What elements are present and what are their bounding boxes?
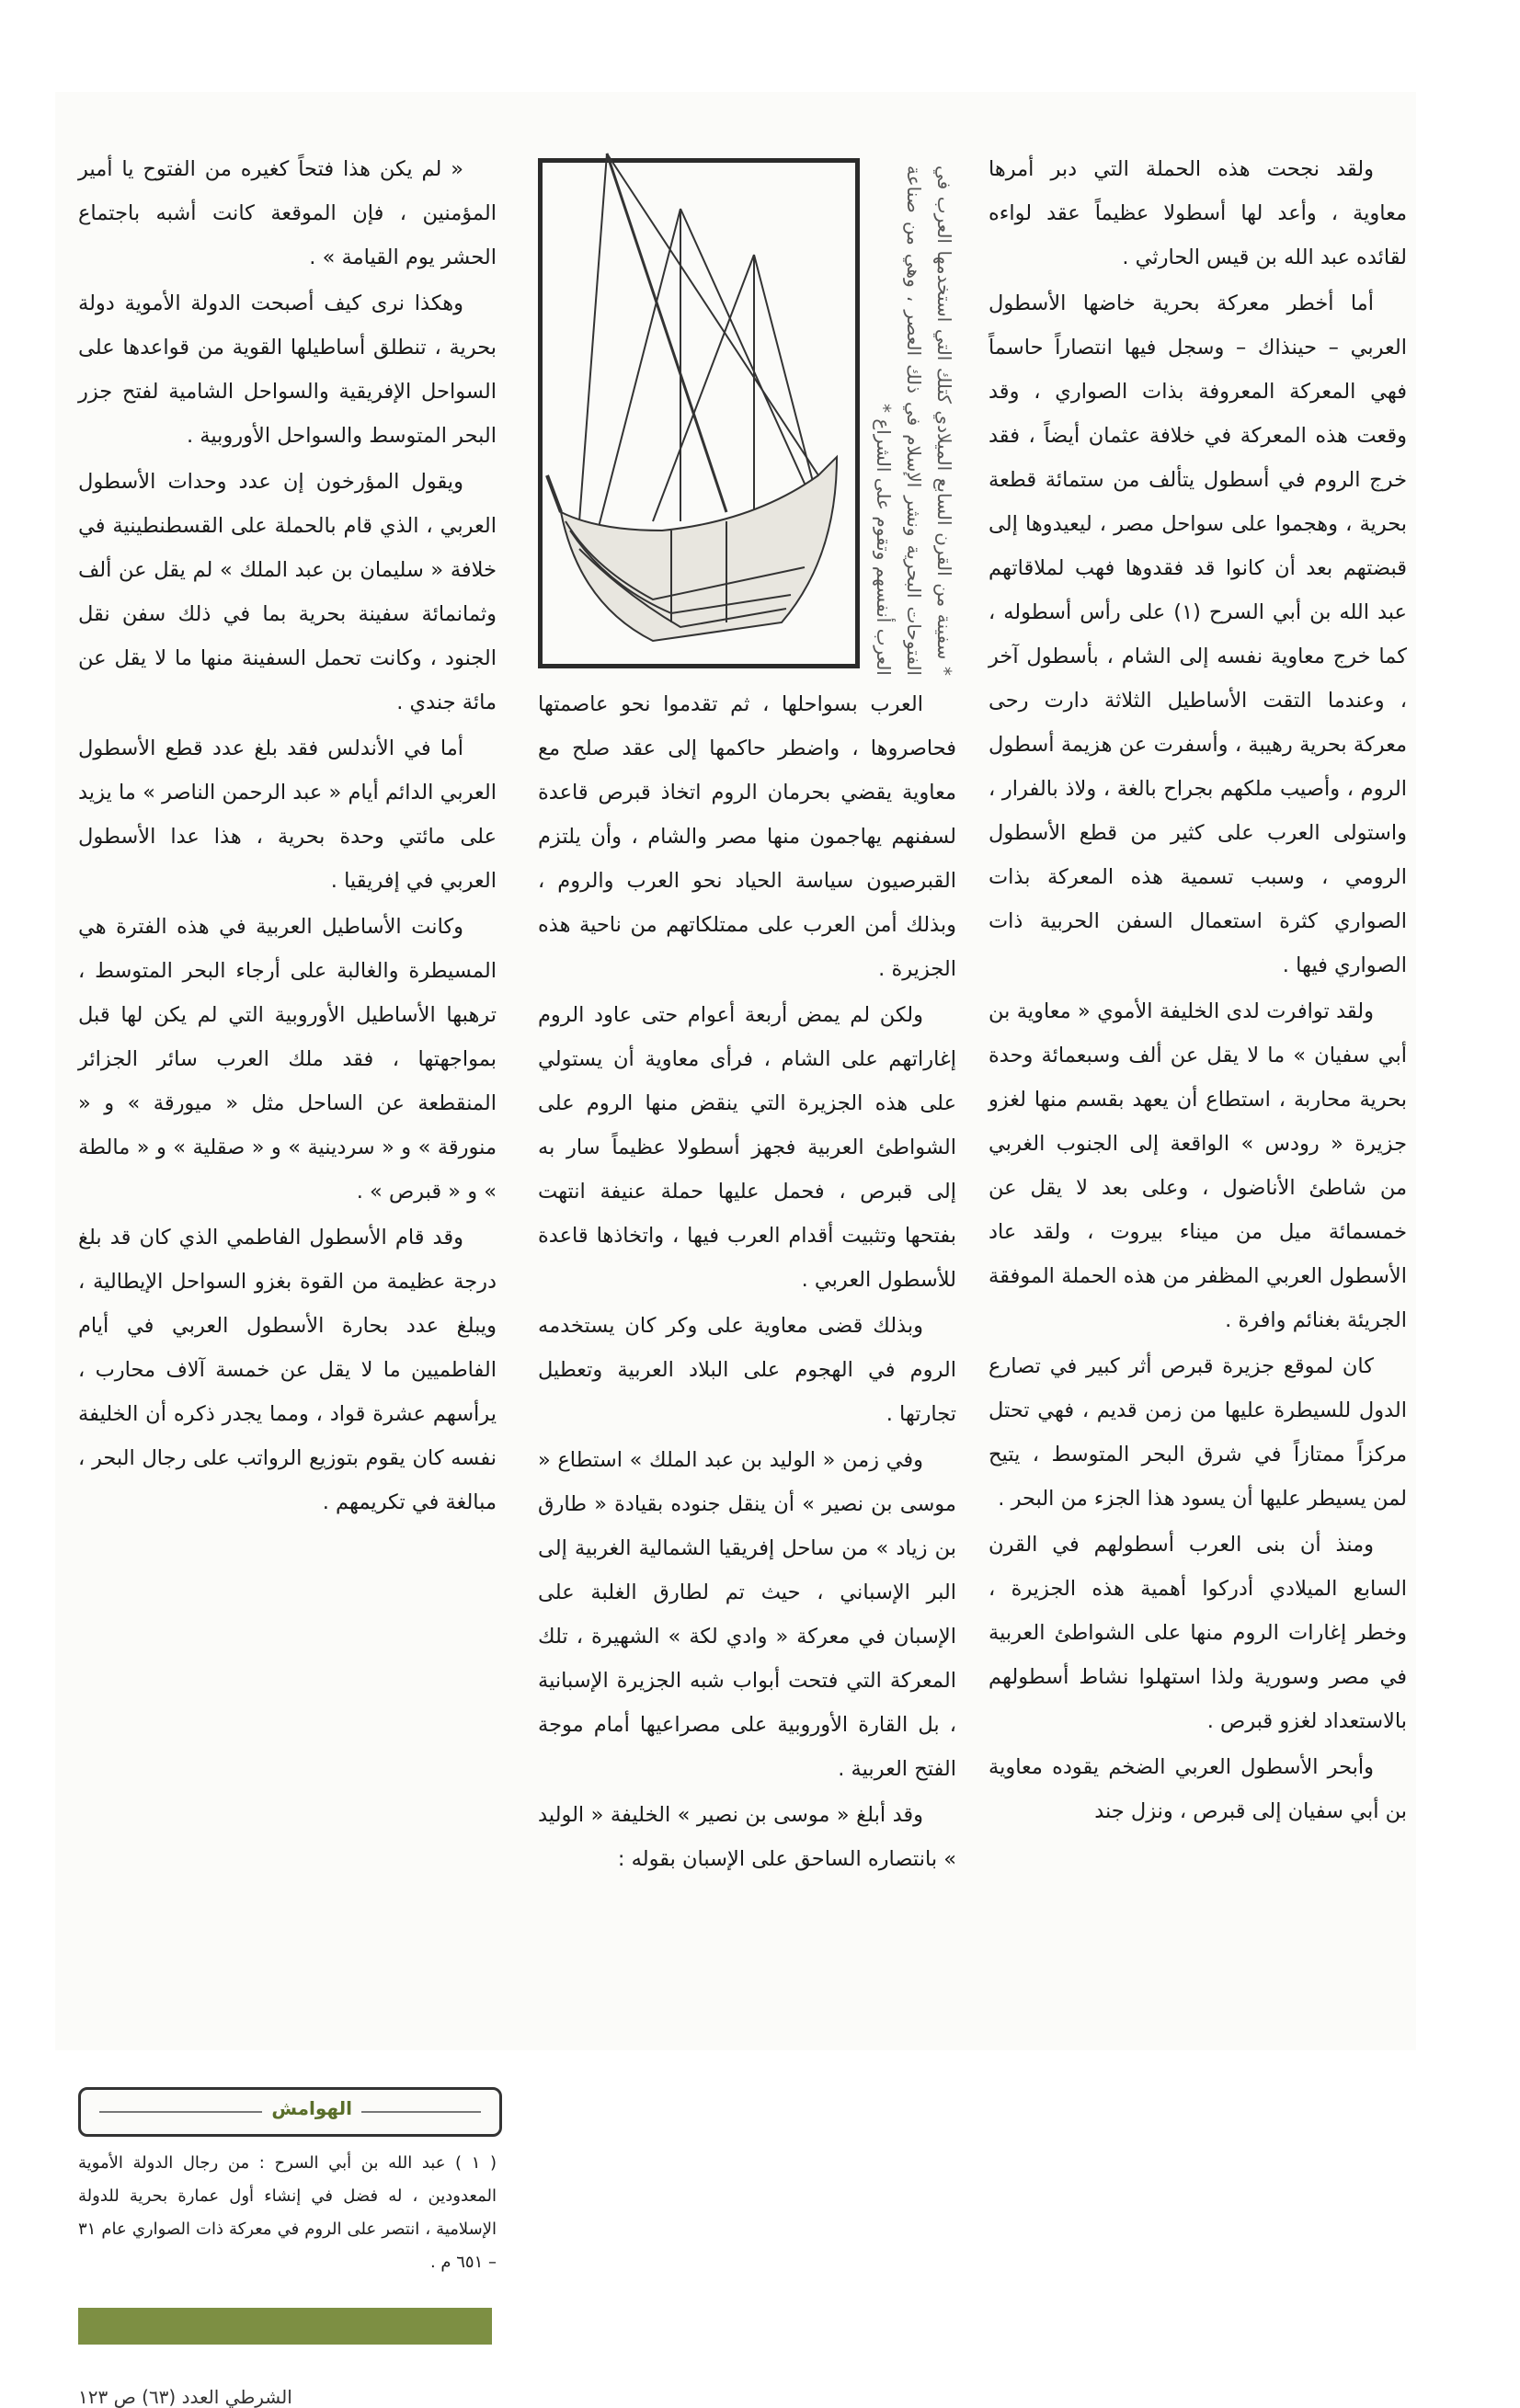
- paragraph: وكانت الأساطيل العربية في هذه الفترة هي المسيطرة والغالبة على أرجاء البحر المتوسط ، ترهبها الأساطيل الأوروبية التي لم يكن لها قبل بمواجهتها ، فقد ملك العرب سائر الجزائر المنقطعة عن الساحل مثل « ميورقة » و « منورقة » و « سردينية » و « صقلية » و « مالطة » و « قبرص » .: [78, 915, 497, 1204]
- ship-illustration: [543, 126, 855, 664]
- ship-illustration-frame: [538, 158, 860, 668]
- paragraph: ومنذ أن بنى العرب أسطولهم في القرن السابع الميلادي أدركوا أهمية هذه الجزيرة ، وخطر إغارات الروم منها على الشواطئ العربية في مصر وسورية ولذا استهلوا نشاط أسطولهم بالاستعداد لغزو قبرص .: [989, 1533, 1407, 1733]
- paragraph: وقد أبلغ « موسى بن نصير » الخليفة « الوليد » بانتصاره الساحق على الإسبان بقوله :: [538, 1803, 956, 1871]
- article-column-left: [78, 147, 497, 1524]
- paragraph: ولكن لم يمض أربعة أعوام حتى عاود الروم إغاراتهم على الشام ، فرأى معاوية أن يستولي على هذه الجزيرة التي ينقض منها الروم على الشواطئ العربية فجهز أسطولا عظيماً سار به إلى قبرص ، فحمل عليها حملة عنيفة انتهت بفتحها وتثبيت أقدام العرب فيها ، واتخاذها قاعدة للأسطول العربي .: [538, 1003, 956, 1292]
- paragraph: وأبحر الأسطول العربي الضخم يقوده معاوية بن أبي سفيان إلى قبرص ، ونزل جند: [989, 1755, 1407, 1823]
- paragraph: « لم يكن هذا فتحاً كغيره من الفتوح يا أمير المؤمنين ، فإن الموقعة كانت أشبه باجتماع الحشر يوم القيامة » .: [78, 157, 497, 269]
- paragraph: ولقد توافرت لدى الخليفة الأموي « معاوية بن أبي سفيان » ما لا يقل عن ألف وسبعمائة وحدة بحرية محاربة ، استطاع أن يعهد بقسم منها لغزو جزيرة « رودس » الواقعة إلى الجنوب الغربي من شاطئ الأناضول ، وعلى بعد لا يقل عن خمسمائة ميل من ميناء بيروت ، ولقد عاد الأسطول العربي المظفر من هذه الحملة الموفقة الجريئة بغنائم وافرة .: [989, 999, 1407, 1332]
- page-footer: الشرطي العدد (٦٣) ص ١٢٣: [78, 2386, 292, 2408]
- paragraph: ويقول المؤرخون إن عدد وحدات الأسطول العربي ، الذي قام بالحملة على القسطنطينية في خلافة « سليمان بن عبد الملك » لم يقل عن ألف وثمانمائة سفينة بحرية بما في ذلك سفن نقل الجنود ، وكانت تحمل السفينة منها ما لا يقل عن مائة جندي .: [78, 470, 497, 714]
- article-column-right: [989, 147, 1407, 1833]
- paragraph: ولقد نجحت هذه الحملة التي دبر أمرها معاوية ، وأعد لها أسطولا عظيماً عقد لواءه لقائده عبد الله بن قيس الحارثي .: [989, 157, 1407, 269]
- paragraph: وهكذا نرى كيف أصبحت الدولة الأموية دولة بحرية ، تنطلق أساطيلها القوية من قواعدها على السواحل الإفريقية والسواحل الشامية لفتح جزر البحر المتوسط والسواحل الأوروبية .: [78, 291, 497, 448]
- paragraph: كان لموقع جزيرة قبرص أثر كبير في تصارع الدول للسيطرة عليها من زمن قديم ، فهي تحتل مركزاً ممتازاً في شرق البحر المتوسط ، يتيح لمن يسيطر عليها أن يسود هذا الجزء من البحر .: [989, 1354, 1407, 1511]
- paragraph: العرب بسواحلها ، ثم تقدموا نحو عاصمتها فحاصروها ، واضطر حاكمها إلى عقد صلح مع معاوية يقضي بحرمان الروم اتخاذ قبرص قاعدة لسفنهم يهاجمون منها مصر والشام ، وأن يلتزم القبرصيون سياسة الحياد نحو العرب والروم ، وبذلك أمن العرب على ممتلكاتهم من ناحية هذه الجزيرة .: [538, 692, 956, 981]
- article-column-middle: [538, 682, 956, 1881]
- paragraph: وقد قام الأسطول الفاطمي الذي كان قد بلغ درجة عظيمة من القوة بغزو السواحل الإيطالية ، ويبلغ عدد بحارة الأسطول العربي في أيام الفاطميين ما لا يقل عن خمسة آلاف محارب ، يرأسهم عشرة قواد ، ومما يجدر ذكره أن الخليفة نفسه كان يقوم بتوزيع الرواتب على رجال البحر ، مبالغة في تكريمهم .: [78, 1226, 497, 1514]
- footnotes-header-box: [78, 2087, 502, 2137]
- footnotes-title-text: الهوامش: [262, 2097, 361, 2119]
- paragraph: أما أخطر معركة بحرية خاضها الأسطول العربي – حينذاك – وسجل فيها انتصاراً حاسماً فهي المعركة المعروفة بذات الصواري ، وقد وقعت هذه المعركة في خلافة عثمان أيضاً ، فقد خرج الروم في أسطول يتألف من ستمائة قطعة بحرية ، وهجموا على سواحل مصر ، ليعيدوها إلى قبضتهم بعد أن كانوا قد فقدوها فهب لملاقاتهم عبد الله بن أبي السرح (١) على رأس أسطوله ، كما خرج معاوية نفسه إلى الشام ، بأسطول آخر ، وعندما التقت الأساطيل الثلاثة دارت رحى معركة بحرية رهيبة ، وأسفرت عن هزيمة أسطول الروم ، وأصيب ملكهم بجراح بالغة ، ولاذ بالفرار ، واستولى العرب على كثير من قطع الأسطول الرومي ، وسبب تسمية هذه المعركة بذات الصواري كثرة استعمال السفن الحربية ذات الصواري فيها .: [989, 291, 1407, 977]
- paragraph: وفي زمن « الوليد بن عبد الملك » استطاع « موسى بن نصير » أن ينقل جنوده بقيادة « طارق بن زياد » من ساحل إفريقيا الشمالية الغربية إلى البر الإسباني ، حيث تم لطارق الغلبة على الإسبان في معركة « وادي لكة » الشهيرة ، تلك المعركة التي فتحت أبواب شبه الجزيرة الإسبانية ، بل القارة الأوروبية على مصراعيها أمام موجة الفتح العربية .: [538, 1448, 956, 1781]
- paragraph: أما في الأندلس فقد بلغ عدد قطع الأسطول العربي الدائم أيام « عبد الرحمن الناصر » ما يزيد على مائتي وحدة بحرية ، هذا عدا الأسطول العربي في إفريقيا .: [78, 736, 497, 893]
- decorative-bar: [78, 2308, 492, 2345]
- paragraph: وبذلك قضى معاوية على وكر كان يستخدمه الروم في الهجوم على البلاد العربية وتعطيل تجارتها .: [538, 1314, 956, 1426]
- figure-caption: * سفينة من القرن السابع الميلادي كتلك التي استخدمها العرب في الفتوحات البحرية ونشر الإسلام في ذلك العصر ، وهي من صناعة العرب أنفسهم وتقوم على الشراع *: [873, 165, 955, 676]
- footnotes-title: [262, 2097, 361, 2119]
- footnote-text: ( ١ ) عبد الله بن أبي السرح : من رجال الدولة الأموية المعدودين ، له فضل في إنشاء أول عمارة بحرية للدولة الإسلامية ، انتصر على الروم في معركة ذات الصواري عام ٣١ – ٦٥١ م .: [78, 2153, 497, 2272]
